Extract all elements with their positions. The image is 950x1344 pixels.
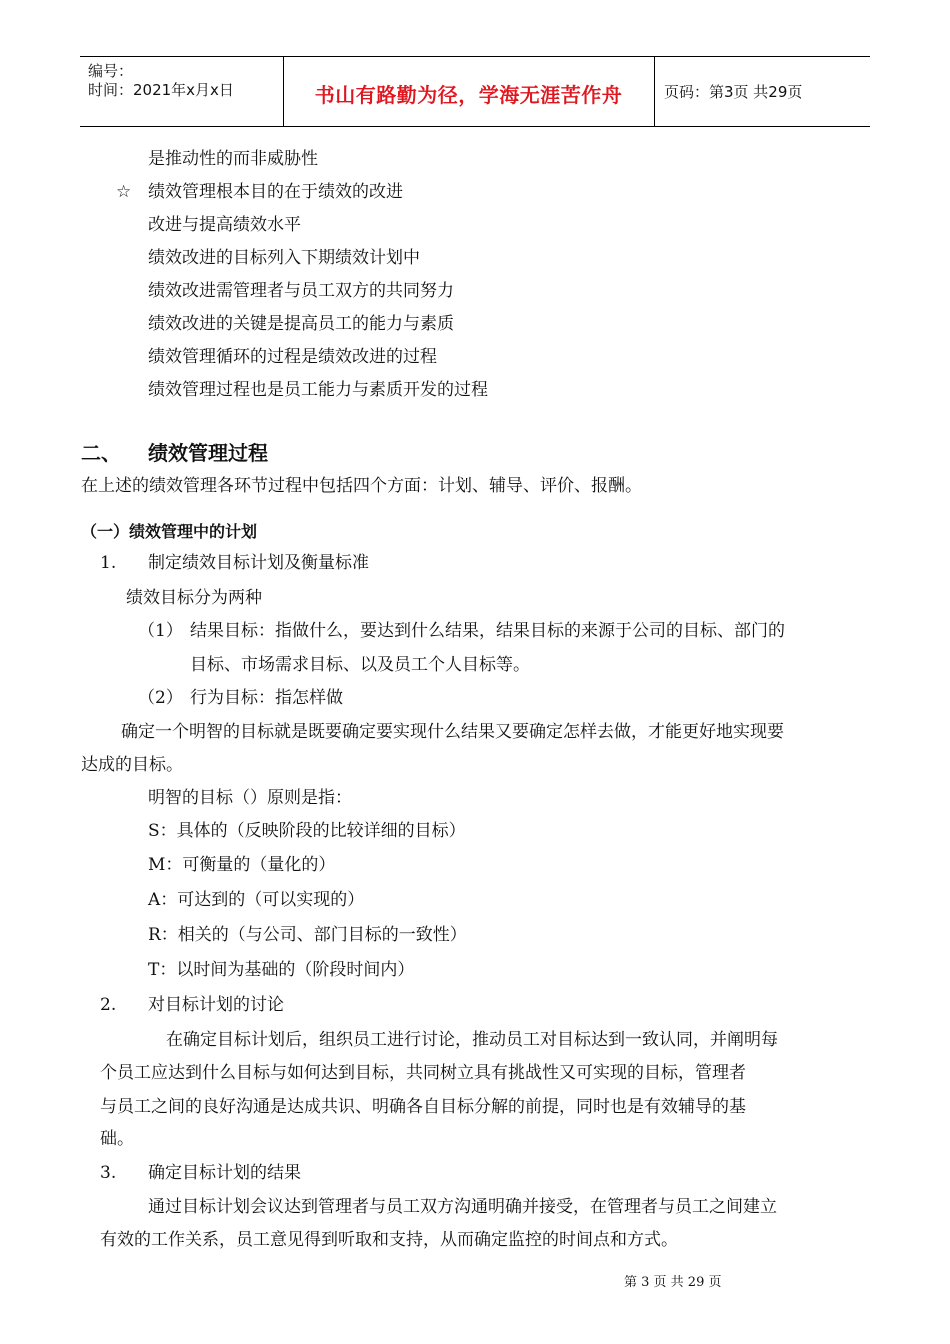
section-intro: 在上述的绩效管理各环节过程中包括四个方面：计划、辅导、评价、报酬。 xyxy=(81,476,642,496)
page-header xyxy=(80,56,870,127)
item-title: 制定绩效目标计划及衡量标准 xyxy=(148,553,369,573)
doc-time-label: 时间：2021年x月x日 xyxy=(88,81,234,99)
doc-number-label: 编号： xyxy=(88,62,134,80)
header-divider xyxy=(654,57,655,126)
paragraph-line: 与员工之间的良好沟通是达成共识、明确各自目标分解的前提，同时也是有效辅导的基 xyxy=(100,1097,746,1117)
paragraph-line: 确定一个明智的目标就是既要确定要实现什么结果又要确定怎样去做，才能更好地实现要 xyxy=(121,722,784,742)
list-item: 绩效改进的关键是提高员工的能力与素质 xyxy=(148,314,454,334)
section-number: 二、 xyxy=(81,441,121,465)
smart-item: R：相关的（与公司、部门目标的一致性） xyxy=(148,925,467,945)
list-item: 绩效改进需管理者与员工双方的共同努力 xyxy=(148,281,454,301)
star-line: 绩效管理根本目的在于绩效的改进 xyxy=(148,182,403,202)
paragraph-line: 有效的工作关系，员工意见得到听取和支持，从而确定监控的时间点和方式。 xyxy=(100,1230,678,1250)
item-number: 3. xyxy=(100,1163,117,1183)
goal-number: （2） xyxy=(138,688,183,708)
page-footer: 第 3 页 共 29 页 xyxy=(624,1275,722,1290)
smart-item: T：以时间为基础的（阶段时间内） xyxy=(148,960,415,980)
paragraph-line: 在确定目标计划后，组织员工进行讨论，推动员工对目标达到一致认同，并阐明每 xyxy=(166,1030,778,1050)
goal-text: 结果目标：指做什么，要达到什么结果，结果目标的来源于公司的目标、部门的 xyxy=(190,621,785,641)
body-line: 是推动性的而非威胁性 xyxy=(148,149,318,169)
item-title: 确定目标计划的结果 xyxy=(148,1163,301,1183)
goal-text: 目标、市场需求目标、以及员工个人目标等。 xyxy=(190,655,530,675)
subsection-title: （一）绩效管理中的计划 xyxy=(81,522,258,541)
smart-item: M：可衡量的（量化的） xyxy=(148,855,336,875)
star-bullet-icon: ☆ xyxy=(116,182,132,202)
header-page-label: 页码：第3页 共29页 xyxy=(664,83,803,101)
item-number: 1. xyxy=(100,553,117,573)
goal-text: 行为目标：指怎样做 xyxy=(190,688,343,708)
paragraph-line: 达成的目标。 xyxy=(81,755,183,775)
smart-item: A：可达到的（可以实现的） xyxy=(148,890,365,910)
list-item: 绩效管理过程也是员工能力与素质开发的过程 xyxy=(148,380,488,400)
item-title: 对目标计划的讨论 xyxy=(148,995,284,1015)
goal-number: （1） xyxy=(138,621,183,641)
smart-intro: 明智的目标（）原则是指： xyxy=(148,788,352,808)
paragraph-line: 础。 xyxy=(100,1129,134,1149)
smart-item: S：具体的（反映阶段的比较详细的目标） xyxy=(148,821,466,841)
paragraph-line: 绩效目标分为两种 xyxy=(126,588,262,608)
paragraph-line: 通过目标计划会议达到管理者与员工双方沟通明确并接受，在管理者与员工之间建立 xyxy=(148,1197,777,1217)
list-item: 改进与提高绩效水平 xyxy=(148,215,301,235)
list-item: 绩效改进的目标列入下期绩效计划中 xyxy=(148,248,420,268)
section-title: 绩效管理过程 xyxy=(148,441,268,465)
paragraph-line: 个员工应达到什么目标与如何达到目标，共同树立具有挑战性又可实现的目标，管理者 xyxy=(100,1063,746,1083)
list-item: 绩效管理循环的过程是绩效改进的过程 xyxy=(148,347,437,367)
header-motto: 书山有路勤为径，学海无涯苦作舟 xyxy=(314,83,623,107)
item-number: 2. xyxy=(100,995,117,1015)
